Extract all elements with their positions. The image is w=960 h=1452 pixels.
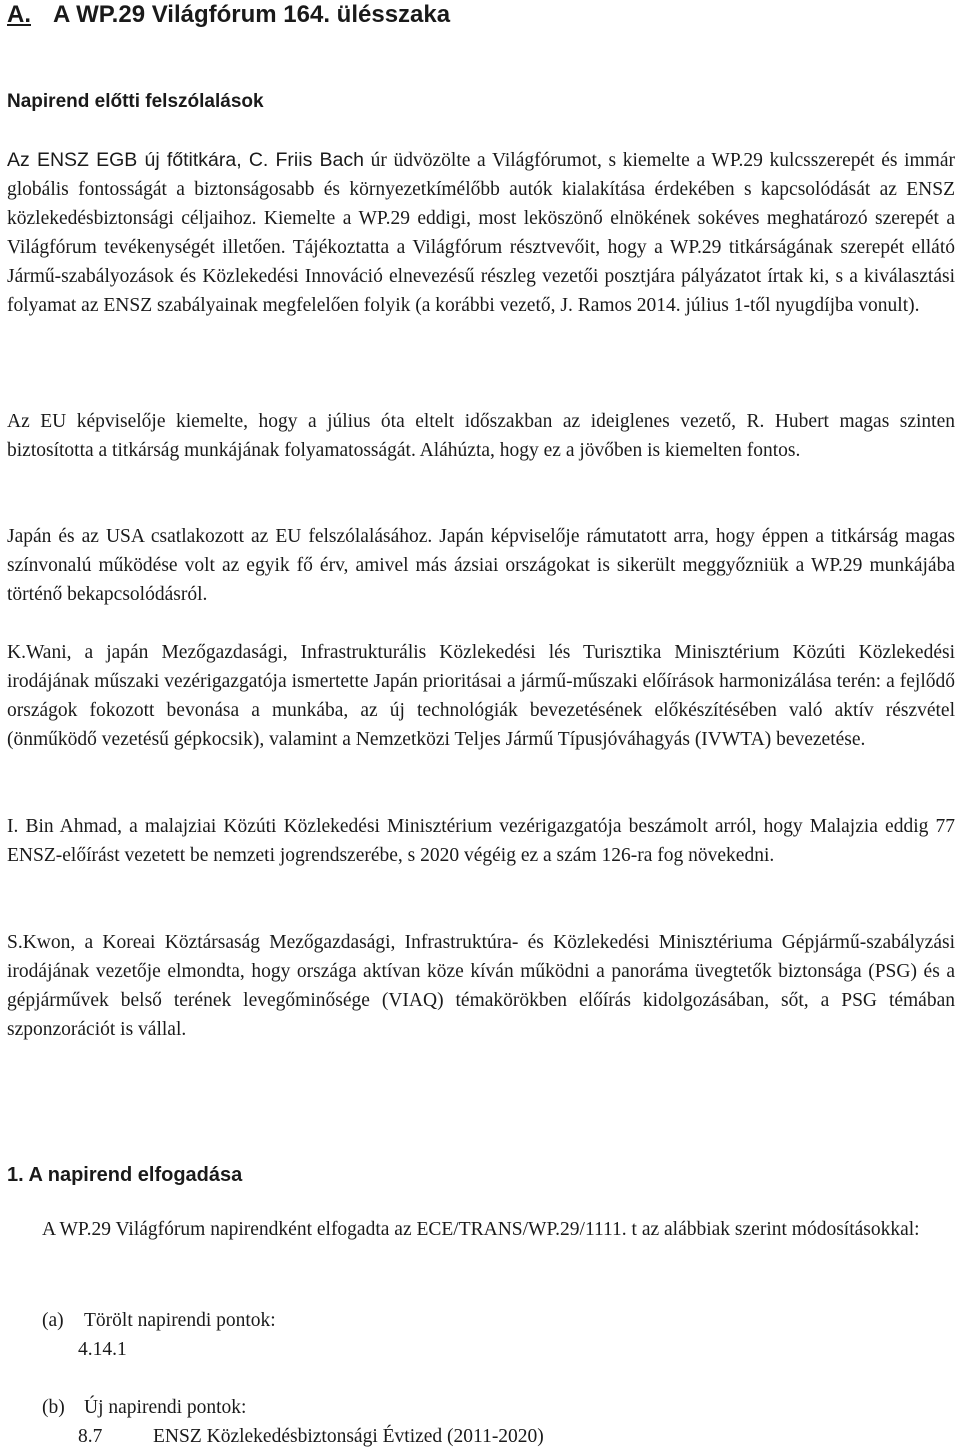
section-1-heading: 1. A napirend elfogadása: [7, 1164, 243, 1186]
paragraph-1-text: úr üdvözölte a Világfórumot, s kiemelte a WP.29 kulcsszerepét és immár globális fontosságát a biztonságosabb és környezetkímélőbb autók kialakítása érdekében s kapcsolódását az ENSZ közlekedésbiztonsági céljaihoz. Kiemelte a WP.29 eddigi, most leköszönő elnökének sokéves meghatározó szerepét a Világfórum tevékenységét illetően. Tájékoztatta a Világfórum résztvevőit, hogy a WP.29 titkárságának szerepét ellátó Jármű-szabályozások és Közlekedési Innováció elnevezésű részleg vezetői posztjára pályázatot írtak ki, s a kiválasztási folyamat az ENSZ szabályainak megfelelően folyik (a korábbi vezető, J. Ramos 2014. július 1-től nyugdíjba vonult).: [7, 150, 955, 316]
paragraph-1-prefix: Az ENSZ EGB új főtitkára, C. Friis Bach: [7, 149, 364, 171]
subheading: Napirend előtti felszólalások: [7, 91, 264, 112]
list-item-b-label: (b): [42, 1397, 65, 1418]
section-title: [7, 0, 450, 30]
section-title-text: A WP.29 Világfórum 164. ülésszaka: [53, 1, 451, 28]
list-item-b-text: Új napirendi pontok:: [84, 1397, 247, 1418]
paragraph-6: S.Kwon, a Koreai Köztársaság Mezőgazdasági, Infrastruktúra- és Közlekedési Minisztériuma Gépjármű-szabályzási irodájának vezetője elmondta, hogy országa aktívan köze kíván működni a panoráma üvegtetők biztonsága (PSG) és a gépjárművek belső terének levegőminősége (VIAQ) témakörökben előírás kidolgozásában, sőt, a PSG témában szponzorációt is vállal.: [7, 932, 955, 1040]
list-item-a-label: (a): [42, 1310, 64, 1331]
list-item-a-sub: [78, 1335, 153, 1364]
list-item-a-sub-code: 4.14.1: [78, 1339, 127, 1360]
paragraph-1: [7, 146, 955, 320]
list-item-a-text: Törölt napirendi pontok:: [84, 1310, 276, 1331]
paragraph-2: Az EU képviselője kiemelte, hogy a július óta eltelt időszakban az ideiglenes vezető, R. Hubert magas szinten biztosította a titkárság munkájának folyamatosságát. Aláhúzta, hogy ez a jövőben is kiemelten fontos.: [7, 411, 955, 461]
list-item-b-sub: [78, 1422, 544, 1451]
list-item-b: [42, 1393, 246, 1422]
section-1-intro: A WP.29 Világfórum napirendként elfogadta az ECE/TRANS/WP.29/1111. t az alábbiak szerint módosításokkal:: [42, 1219, 920, 1240]
paragraph-3: Japán és az USA csatlakozott az EU felszólalásához. Japán képviselője rámutatott arra, hogy éppen a titkárság magas színvonalú működése volt az egyik fő érv, amivel más ázsiai országokat is sikerült meggyőzniük a WP.29 munkájába történő bekapcsolódásról.: [7, 526, 955, 605]
list-item-b-sub-text: ENSZ Közlekedésbiztonsági Évtized (2011-2020): [153, 1426, 544, 1447]
list-item-b-sub-code: 8.7: [78, 1426, 103, 1447]
paragraph-5: I. Bin Ahmad, a malajziai Közúti Közlekedési Minisztérium vezérigazgatója beszámolt arról, hogy Malajzia eddig 77 ENSZ-előírást vezetett be nemzeti jogrendszerébe, s 2020 végéig ez a szám 126-ra fog növekedni.: [7, 816, 955, 866]
paragraph-4: K.Wani, a japán Mezőgazdasági, Infrastrukturális Közlekedési lés Turisztika Minisztérium Közúti Közlekedési irodájának műszaki vezérigazgatója ismertette Japán prioritásai a jármű-műszaki előírások harmonizálása terén: a fejlődő országok fokozott bevonása a munkába, az új technológiák bevezetésének előkészítésében való aktív részvétel (önműködő vezetésű gépkocsik), valamint a Nemzetközi Teljes Jármű Típusjóváhagyás (IVWTA) bevezetése.: [7, 642, 955, 750]
section-number: A.: [7, 1, 31, 28]
list-item-a: [42, 1306, 276, 1335]
